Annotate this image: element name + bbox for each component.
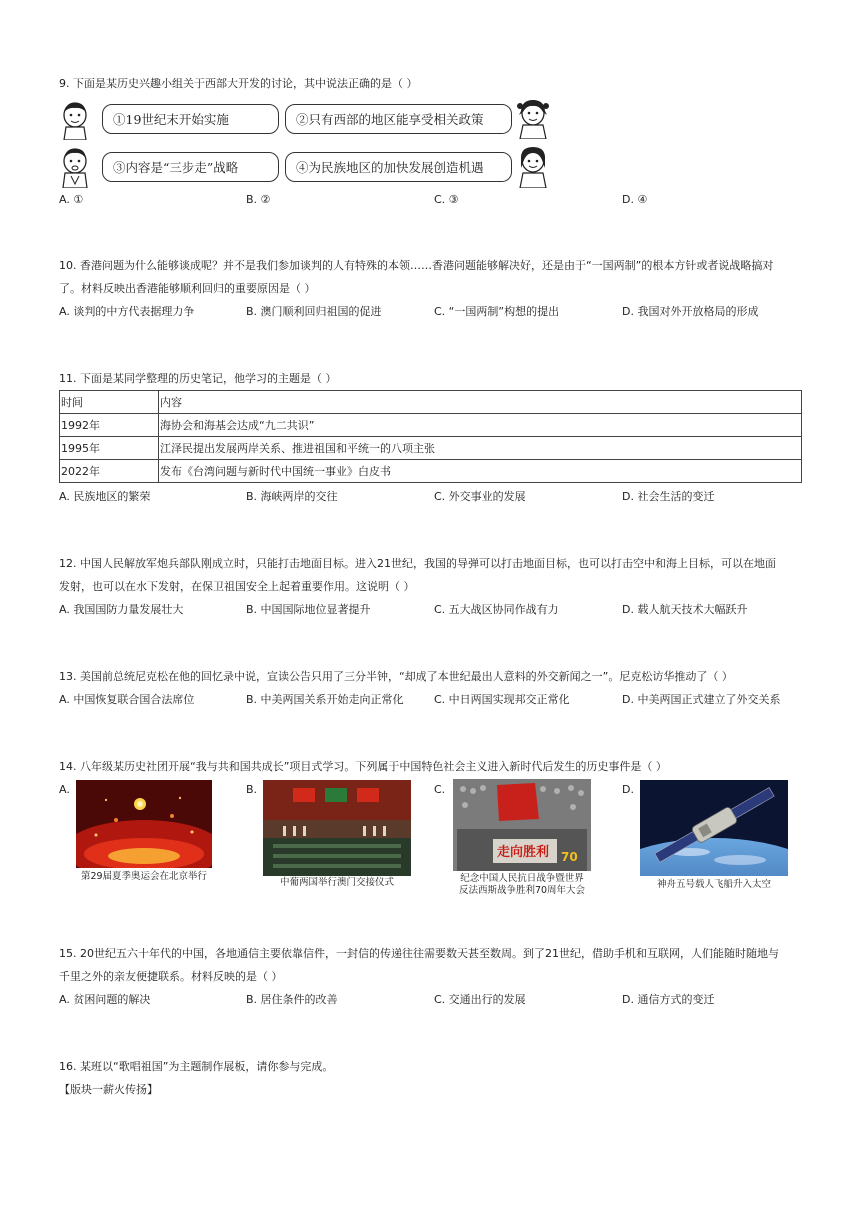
q15-option-a[interactable]: A. 贫困问题的解决: [59, 993, 151, 1006]
macau-handover-photo[interactable]: [263, 780, 411, 876]
table-cell-content: 发布《台湾问题与新时代中国统一事业》白皮书: [159, 460, 802, 483]
q14-option-c-letter[interactable]: C.: [434, 783, 446, 796]
table-header-row: [60, 391, 802, 414]
question-15-line2: 千里之外的亲友便捷联系。材料反映的是（ ）: [59, 970, 283, 983]
question-9-stem: 9. 下面是某历史兴趣小组关于西部大开发的讨论，其中说法正确的是（ ）: [59, 77, 418, 90]
table-cell-time: 2022年: [60, 460, 159, 483]
table-row: [60, 437, 802, 460]
table-cell-content: 江泽民提出发展两岸关系、推进祖国和平统一的八项主张: [159, 437, 802, 460]
spacecraft-photo[interactable]: [640, 780, 788, 876]
q12-option-a[interactable]: A. 我国国防力量发展壮大: [59, 603, 184, 616]
q9-option-d[interactable]: D. ④: [622, 193, 648, 206]
banner-text: 走向胜利: [497, 845, 550, 860]
question-15-line1: 15. 20世纪五六十年代的中国，各地通信主要依靠信件，一封信的传递往往需要数天甚至数周。到了21世纪，借助手机和互联网，人们能随时随地与: [59, 947, 779, 960]
question-13-stem: 13. 美国前总统尼克松在他的回忆录中说，宣读公告只用了三分半钟，“却成了本世纪最出人意料的外交新闻之一”。尼克松访华推动了（ ）: [59, 670, 733, 683]
question-10-line1: 10. 香港问题为什么能够谈成呢？并不是我们参加谈判的人有特殊的本领……香港问题能够解决好，还是由于“一国两制”的根本方针或者说战略搞对: [59, 259, 774, 272]
caption-d: 神舟五号载人飞船升入太空: [656, 879, 771, 890]
boy-cartoon-icon: [57, 100, 95, 140]
q9-option-b[interactable]: B. ②: [246, 193, 271, 206]
q11-option-d[interactable]: D. 社会生活的变迁: [622, 490, 715, 503]
q11-option-c[interactable]: C. 外交事业的发展: [434, 490, 526, 503]
q14-option-a-letter[interactable]: A.: [59, 783, 70, 796]
banner-number: 70: [561, 850, 578, 864]
q11-option-a[interactable]: A. 民族地区的繁荣: [59, 490, 151, 503]
olympics-stadium-image: [76, 780, 212, 868]
question-16-stem: 16. 某班以“歌唱祖国”为主题制作展板，请你参与完成。: [59, 1060, 334, 1073]
q11-option-b[interactable]: B. 海峡两岸的交往: [246, 490, 338, 503]
caption-c-line2: 反法西斯战争胜利70周年大会: [458, 885, 586, 896]
q13-option-d[interactable]: D. 中美两国正式建立了外交关系: [622, 693, 781, 706]
q15-option-c[interactable]: C. 交通出行的发展: [434, 993, 526, 1006]
caption-a: 第29届夏季奥运会在北京举行: [80, 871, 208, 882]
question-11-stem: 11. 下面是某同学整理的历史笔记，他学习的主题是（ ）: [59, 372, 337, 385]
q10-option-b[interactable]: B. 澳门顺利回归祖国的促进: [246, 305, 382, 318]
q9-option-a[interactable]: A. ①: [59, 193, 84, 206]
question-12-line2: 发射，也可以在水下发射，在保卫祖国安全上起着重要作用。这说明（ ）: [59, 580, 415, 593]
girl-cartoon-icon: [514, 97, 552, 139]
handover-ceremony-image: [263, 780, 411, 876]
q12-option-b[interactable]: B. 中国国际地位显著提升: [246, 603, 371, 616]
table-row: [60, 414, 802, 437]
girl-cartoon-icon-2: [514, 144, 552, 188]
table-cell-content: 海协会和海基会达成“九二共识”: [159, 414, 802, 437]
history-notes-table: [59, 390, 802, 483]
table-header-time: 时间: [60, 391, 159, 414]
question-16-section: 【版块一薪火传扬】: [59, 1083, 158, 1096]
table-cell-time: 1995年: [60, 437, 159, 460]
q12-option-c[interactable]: C. 五大战区协同作战有力: [434, 603, 559, 616]
question-10-line2: 了。材料反映出香港能够顺利回归的重要原因是（ ）: [59, 282, 316, 295]
q9-option-c[interactable]: C. ③: [434, 193, 459, 206]
q14-option-d-letter[interactable]: D.: [622, 783, 634, 796]
q13-option-b[interactable]: B. 中美两国关系开始走向正常化: [246, 693, 404, 706]
victory-parade-image: [453, 779, 591, 871]
question-12-line1: 12. 中国人民解放军炮兵部队刚成立时，只能打击地面目标。进入21世纪，我国的导弹可以打击地面目标，也可以打击空中和海上目标，可以在地面: [59, 557, 776, 570]
q13-option-c[interactable]: C. 中日两国实现邦交正常化: [434, 693, 570, 706]
table-header-content: 内容: [159, 391, 802, 414]
bubble-1: ①19世纪末开始实施: [102, 104, 279, 134]
q10-option-d[interactable]: D. 我国对外开放格局的形成: [622, 305, 759, 318]
bubble-3: ③内容是“三步走”战略: [102, 152, 279, 182]
q15-option-b[interactable]: B. 居住条件的改善: [246, 993, 338, 1006]
parade-photo[interactable]: [453, 779, 591, 871]
table-cell-time: 1992年: [60, 414, 159, 437]
bubble-2: ②只有西部的地区能享受相关政策: [285, 104, 512, 134]
q12-option-d[interactable]: D. 载人航天技术大幅跃升: [622, 603, 748, 616]
question-14-stem: 14. 八年级某历史社团开展“我与共和国共成长”项目式学习。下列属于中国特色社会主义进入新时代后发生的历史事件是（ ）: [59, 760, 667, 773]
table-row: [60, 460, 802, 483]
olympics-photo[interactable]: [76, 780, 212, 868]
q14-option-b-letter[interactable]: B.: [246, 783, 258, 796]
q15-option-d[interactable]: D. 通信方式的变迁: [622, 993, 715, 1006]
q10-option-a[interactable]: A. 谈判的中方代表据理力争: [59, 305, 195, 318]
caption-b: 中葡两国举行澳门交接仪式: [279, 877, 394, 888]
shenzhou-spacecraft-image: [640, 780, 788, 876]
q13-option-a[interactable]: A. 中国恢复联合国合法席位: [59, 693, 195, 706]
boy-cartoon-icon-2: [57, 146, 95, 188]
q10-option-c[interactable]: C. “一国两制”构想的提出: [434, 305, 560, 318]
caption-c-line1: 纪念中国人民抗日战争暨世界: [460, 873, 584, 884]
bubble-4: ④为民族地区的加快发展创造机遇: [285, 152, 512, 182]
